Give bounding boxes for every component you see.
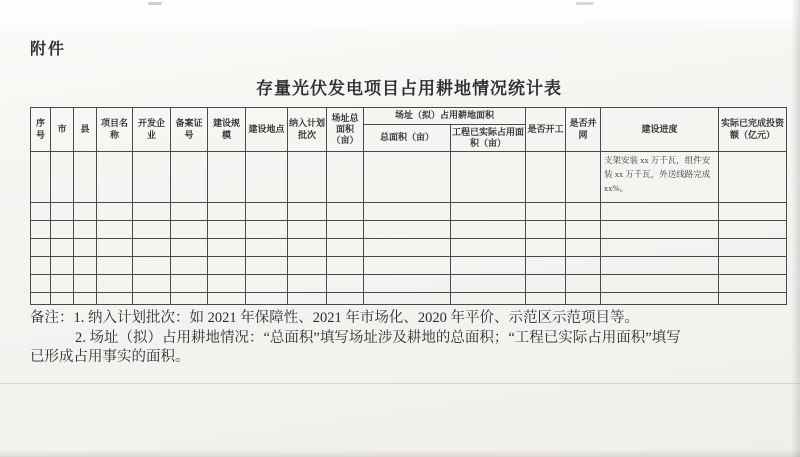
- note-line-1: 备注：1. 纳入计划批次：如 2021 年保障性、2021 年市场化、2020 年平价、示范区示范项目等。: [30, 310, 639, 326]
- table-cell: [601, 239, 719, 257]
- table-cell: [171, 293, 208, 305]
- table-cell: [364, 203, 451, 221]
- table-cell: [51, 152, 74, 203]
- table-cell: [74, 257, 97, 275]
- table-cell: [171, 203, 208, 221]
- column-header-grid-connected: 是否并网: [566, 108, 601, 152]
- table-cell: [246, 221, 288, 239]
- table-cell: [566, 221, 601, 239]
- table-cell: [51, 293, 74, 305]
- attachment-label: 附件: [30, 41, 67, 58]
- table-cell: [133, 257, 171, 275]
- column-header-occupied-total: 总面积（亩）: [364, 125, 451, 152]
- table-cell: [288, 152, 327, 203]
- table-cell: [451, 257, 526, 275]
- table-cell: [74, 221, 97, 239]
- table-cell: [208, 275, 246, 293]
- scan-artifact-speck: [148, 2, 162, 5]
- table-cell: [97, 221, 133, 239]
- column-header-county: 县: [74, 108, 97, 152]
- table-cell: [719, 152, 787, 203]
- table-cell: [208, 257, 246, 275]
- table-cell: [31, 152, 51, 203]
- table-cell: [327, 239, 364, 257]
- table-cell: [97, 203, 133, 221]
- table-cell: [31, 203, 51, 221]
- table-cell: [74, 152, 97, 203]
- table-cell: [327, 152, 364, 203]
- table-row: [31, 293, 787, 305]
- table-cell: [74, 203, 97, 221]
- table-cell: [364, 152, 451, 203]
- table-cell: [566, 152, 601, 203]
- table-cell: [51, 203, 74, 221]
- table-cell: [133, 275, 171, 293]
- table-cell: [451, 152, 526, 203]
- table-cell: [133, 293, 171, 305]
- table-cell: [31, 257, 51, 275]
- table-cell: [288, 203, 327, 221]
- note-line-2: 2. 场址（拟）占用耕地情况：“总面积”填写场址涉及耕地的总面积；“工程已实际占用面积”填写: [75, 329, 681, 346]
- table-cell: [451, 275, 526, 293]
- table-cell: [51, 239, 74, 257]
- table-cell: [719, 275, 787, 293]
- table-cell: [601, 257, 719, 275]
- table-cell: [451, 293, 526, 305]
- column-header-site-total-area: 场址总面积（亩）: [327, 108, 364, 152]
- column-header-occupied-actual: 工程已实际占用面积（亩）: [451, 125, 526, 152]
- table-cell: [97, 257, 133, 275]
- table-cell: [171, 152, 208, 203]
- table-cell: [74, 275, 97, 293]
- table-cell: [97, 239, 133, 257]
- table-cell: [601, 293, 719, 305]
- column-header-plan-batch: 纳入计划批次: [288, 108, 327, 152]
- table-cell: [133, 239, 171, 257]
- table-cell: [133, 152, 171, 203]
- table-cell: [327, 203, 364, 221]
- table-cell: [719, 257, 787, 275]
- column-header-developer: 开发企业: [133, 108, 171, 152]
- table-cell: [719, 203, 787, 221]
- table-cell: [208, 203, 246, 221]
- table-cell: [451, 221, 526, 239]
- column-header-seq: 序号: [31, 108, 51, 152]
- scan-artifact-right: [791, 0, 800, 457]
- table-cell: [601, 275, 719, 293]
- table-cell: [74, 239, 97, 257]
- note-line-3: 已形成占用事实的面积。: [30, 349, 190, 365]
- table-cell: [97, 275, 133, 293]
- table-cell: [246, 293, 288, 305]
- table-row: [31, 221, 787, 239]
- table-cell: [451, 239, 526, 257]
- statistics-table: [30, 107, 787, 305]
- table-cell: [526, 152, 566, 203]
- table-cell: [719, 239, 787, 257]
- table-cell: [364, 221, 451, 239]
- table-cell: [246, 203, 288, 221]
- table-cell: [171, 257, 208, 275]
- table-cell: [171, 239, 208, 257]
- table-cell: [208, 221, 246, 239]
- progress-sample-cell: 支架安装 xx 万千瓦，组件安装 xx 万千瓦，外送线路完成 xx%。: [601, 152, 719, 203]
- table-row: [31, 275, 787, 293]
- table-cell: [246, 275, 288, 293]
- column-header-scale: 建设规模: [208, 108, 246, 152]
- table-cell: [364, 239, 451, 257]
- table-cell: [97, 293, 133, 305]
- table-cell: [171, 275, 208, 293]
- table-cell: [133, 221, 171, 239]
- page-title: 存量光伏发电项目占用耕地情况统计表: [256, 79, 562, 98]
- table-cell: [526, 275, 566, 293]
- column-header-record-no: 备案证号: [171, 108, 208, 152]
- table-cell: [566, 203, 601, 221]
- table-cell: [451, 203, 526, 221]
- table-cell: [364, 275, 451, 293]
- table-cell: [327, 257, 364, 275]
- scan-artifact-crease: [0, 383, 800, 384]
- table-row: [31, 257, 787, 275]
- column-header-investment: 实际已完成投资额（亿元）: [719, 108, 787, 152]
- table-row: [31, 239, 787, 257]
- table-cell: [51, 221, 74, 239]
- column-header-started: 是否开工: [526, 108, 566, 152]
- table-cell: [288, 257, 327, 275]
- table-cell: [327, 221, 364, 239]
- table-cell: [526, 203, 566, 221]
- table-cell: [566, 239, 601, 257]
- scan-artifact-bottom: [0, 450, 800, 457]
- table-cell: [74, 293, 97, 305]
- table-cell: [364, 293, 451, 305]
- table-cell: [566, 257, 601, 275]
- table-cell: [566, 293, 601, 305]
- table-cell: [327, 293, 364, 305]
- table-cell: [566, 275, 601, 293]
- table-cell: [288, 275, 327, 293]
- table-cell: [208, 239, 246, 257]
- table-cell: [171, 221, 208, 239]
- table-cell: [601, 221, 719, 239]
- column-header-progress: 建设进度: [601, 108, 719, 152]
- table-cell: [526, 239, 566, 257]
- column-header-location: 建设地点: [246, 108, 288, 152]
- table-cell: [526, 257, 566, 275]
- table-cell: [246, 239, 288, 257]
- table-cell: [51, 275, 74, 293]
- column-header-occupied-group: 场址（拟）占用耕地面积: [364, 108, 526, 125]
- table-cell: [288, 239, 327, 257]
- table-cell: [133, 203, 171, 221]
- table-cell: [719, 221, 787, 239]
- table-cell: [51, 257, 74, 275]
- table-cell: [719, 293, 787, 305]
- table-cell: [327, 275, 364, 293]
- table-cell: [31, 275, 51, 293]
- notes-block: [30, 309, 778, 368]
- table-cell: [208, 293, 246, 305]
- column-header-city: 市: [51, 108, 74, 152]
- table-cell: [288, 221, 327, 239]
- table-cell: [288, 293, 327, 305]
- table-cell: [246, 152, 288, 203]
- scan-artifact-top: [0, 0, 800, 34]
- table-cell: [31, 221, 51, 239]
- table-cell: [364, 257, 451, 275]
- table-row: [31, 203, 787, 221]
- table-cell: [601, 203, 719, 221]
- table-cell: [97, 152, 133, 203]
- table-cell: [31, 293, 51, 305]
- table-cell: [31, 239, 51, 257]
- column-header-project-name: 项目名称: [97, 108, 133, 152]
- table-row: [31, 152, 787, 203]
- table-cell: [246, 257, 288, 275]
- table-cell: [526, 293, 566, 305]
- table-cell: [526, 221, 566, 239]
- table-cell: [208, 152, 246, 203]
- scan-artifact-speck: [576, 2, 594, 5]
